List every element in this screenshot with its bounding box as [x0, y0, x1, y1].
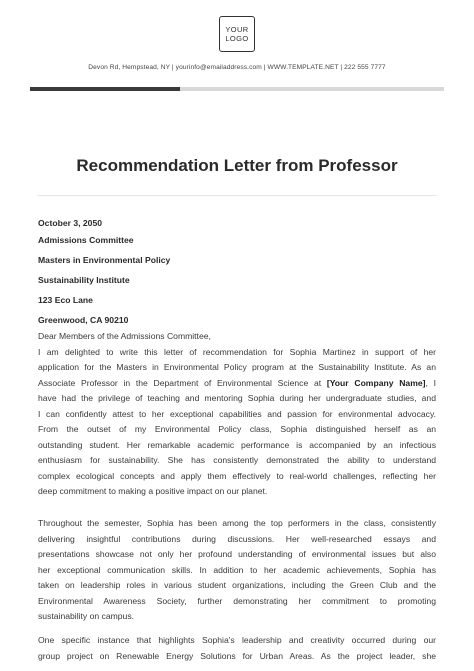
- paragraph-1-line: enthusiasm for sustainability. She has consistently demonstrated the ability to understand: [38, 455, 436, 465]
- paragraph-1-line: From the outset of my Environmental Policy class, Sophia distinguished herself as an: [38, 424, 436, 434]
- contact-info: Devon Rd, Hempstead, NY | yourinfo@emailaddress.com | WWW.TEMPLATE.NET | 222 555 7777: [88, 64, 386, 71]
- paragraph-2-line: delivering insightful contributions during discussions. Her well-researched essays and: [38, 533, 436, 544]
- paragraph-2-line: her exceptional communication skills. In addition to her academic achievements, Sophia has: [38, 564, 436, 575]
- paragraph-3-line: One specific instance that highlights Sophia's leadership and creativity occurred during our: [38, 635, 436, 645]
- paragraph-1-line: application for the Masters in Environmental Policy program at the Sustainability Institute. As an: [38, 362, 436, 372]
- paragraph-1-line: I can confidently attest to her exceptional capabilities and passion for environmental advocacy.: [38, 408, 436, 419]
- paragraph-1-line: I am delighted to write this letter of recommendation for Sophia Martinez in support of her: [38, 346, 436, 357]
- letter-body-1: [38, 329, 436, 500]
- logo-text-line2: LOGO: [225, 34, 249, 43]
- header-band-light: [180, 87, 444, 91]
- paragraph-1-line: complex ecological concepts and apply them effectively to real-world challenges, reflecting her: [38, 470, 436, 481]
- letter-body-2: [38, 516, 436, 625]
- paragraph-2-line: sustainability on campus.: [38, 611, 135, 621]
- document-title: Recommendation Letter from Professor: [76, 156, 398, 175]
- recipient-program: Masters in Environmental Policy: [38, 255, 171, 265]
- paragraph-1-line: have had the privilege of teaching and mentoring Sophia during her undergraduate studies, and: [38, 393, 436, 403]
- recipient-city: Greenwood, CA 90210: [38, 315, 129, 325]
- title-divider: [37, 195, 437, 196]
- recipient-name: Admissions Committee: [38, 235, 134, 245]
- paragraph-2-line: Throughout the semester, Sophia has been among the top performers in the class, consistently: [38, 518, 436, 528]
- paragraph-1-line: deep commitment to making a positive impact on our planet.: [38, 486, 268, 496]
- paragraph-1-line: outstanding student. Her remarkable academic performance is accompanied by an infectious: [38, 439, 436, 450]
- salutation: Dear Members of the Admissions Committee,: [38, 331, 211, 341]
- paragraph-2-line: taken on leadership roles in various student organizations, including the Green Club and the: [38, 580, 436, 590]
- paragraph-1-text: , I: [425, 377, 436, 388]
- paragraph-1-text: Associate Professor in the Department of Environmental Science at: [38, 377, 327, 388]
- paragraph-2-line: Environmental Awareness Society, further demonstrating her commitment to promoting: [38, 595, 436, 606]
- logo-placeholder: [219, 16, 255, 52]
- paragraph-1-line: [38, 376, 436, 392]
- letter-body-3: [38, 633, 436, 664]
- header-band-dark: [30, 87, 180, 91]
- recipient-institute: Sustainability Institute: [38, 275, 130, 285]
- company-name-placeholder: [Your Company Name]: [326, 377, 426, 388]
- paragraph-3-line: group project on Renewable Energy Solutions for Urban Areas. As the project leader, she: [38, 650, 436, 661]
- recipient-street: 123 Eco Lane: [38, 295, 93, 305]
- letter-date: October 3, 2050: [38, 218, 103, 228]
- paragraph-2-line: presentations showcase not only her profound understanding of environmental issues but also: [38, 549, 436, 559]
- logo-text-line1: YOUR: [225, 25, 249, 34]
